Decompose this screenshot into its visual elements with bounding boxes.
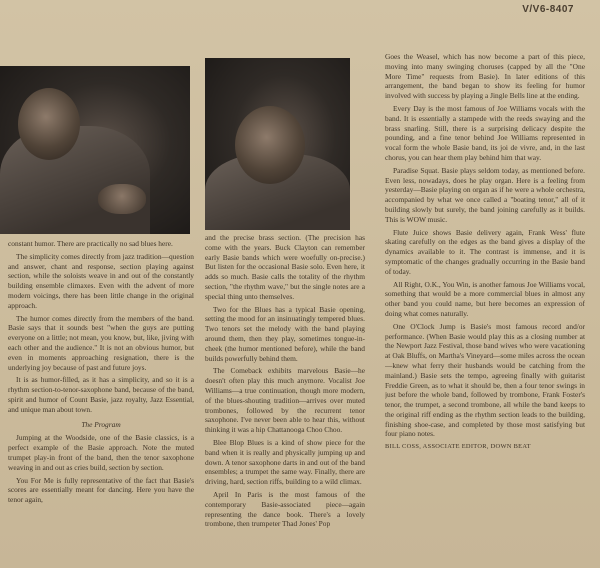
paragraph: Every Day is the most famous of Joe Williams vocals with the band. It is essentially a stampede with the reeds swaying and the brass snarling. Still, there is a surprising delicacy despite the pounding, and a fine tenor behind Joe Williams represented in vocal form the whole Basie band, its joi de vivre, and, in the last chorus, you can hear them play behind him that way. [385, 103, 585, 162]
section-heading: The Program [81, 419, 121, 429]
paragraph: Goes the Weasel, which has now become a part of this piece, moving into many swinging choruses (capped by all the "One More Time" requests from Basie). In later editions of this arrangement, the band began to show its feeling for humor involved with success by playing a Jingle Bells line at the ending. [385, 52, 585, 101]
paragraph: Paradise Squat. Basie plays seldom today, as mentioned before. Even less, nowadays, does he play organ. Here is a feeling from yesterday—Basie playing on organ as if he were a whole orchestra, accompanied by what we once called a "boating tenor," all of it building slowly but surely, the band joining carefully as it builds. This is WOW music. [385, 165, 585, 224]
middle-photo [205, 58, 350, 230]
paragraph: and the precise brass section. (The precision has come with the years. Buck Clayton can remember early Basie bands which were woefully on-precise.) But listen for the occasional Basie solo. Even here, it adds so much. Basie calls the totality of the rhythm section, "the rhythm wave," but the single notes are a special thing unto themselves. [205, 233, 365, 301]
left-photo-figure-hand [98, 184, 146, 214]
text-column-2 [205, 233, 365, 566]
paragraph: The Comeback exhibits marvelous Basie—he doesn't often play this much anymore. Vocalist Joe Williams—a true continuation, though more modern, of the blues-shouting tradition—arrives over muted trombones, followed by the recurrent tenor saxophone. I've never been able to hear this, without thinking it was a hip Chattanooga Choo Choo. [205, 366, 365, 435]
text-column-3 [385, 52, 585, 566]
catalog-number: V/V6-8407 [522, 4, 574, 15]
left-photo [0, 66, 190, 234]
author-credit: BILL COSS, ASSOCIATE EDITOR, DOWN BEAT [385, 443, 531, 451]
text-column-1 [8, 239, 194, 564]
paragraph: The simplicity comes directly from jazz tradition—question and answer, chant and response, section playing against section, while the soloists weave in and out of the constantly building ensemble climaxes. Even with the advent of more modern voicings, there has been little change in the original approach. [8, 251, 194, 310]
paragraph: Two for the Blues has a typical Basie opening, setting the mood for an insinuatingly tempered blues. Two tenors set the melody with the band playing around them, then they play, sometimes tongue-in-cheek (the humor mentioned before), while the band builds powerfully behind them. [205, 304, 365, 363]
paragraph: constant humor. There are practically no sad blues here. [8, 239, 173, 248]
paragraph: It is as humor-filled, as it has a simplicity, and so it is a rhythm section-to-tenor-saxophone band, because of the band, spirit and humor of Count Basie, jazz royalty, Jazz Essential, and unique man about town. [8, 375, 194, 414]
middle-photo-figure-face [235, 106, 305, 184]
paragraph: One O'Clock Jump is Basie's most famous record and/or performance. (When Basie would play this as a closing number at the Newport Jazz Festival, those band wives who were vacationing at Oak Bluffs, on Martha's Vineyard—some miles across the ocean—knew what ferry their husbands would be catching from the mainland.) Basie sets the tempo, agreeing finally with guitarist Freddie Green, as to what it should be, then a four tenor swings in just before the whole band, followed by trombone, Frank Foster's tenor, the trumpet, a second trombone, all while the band keeps to the original riff ending as the rhythm section leads to the building, finishing shoe-case, and completed by those most satisfying but four piano notes. [385, 321, 585, 439]
left-photo-figure-face [18, 88, 80, 160]
paragraph: The humor comes directly from the members of the band. Basie says that it sounds best "when the guys are putting everyone on a little; not mean, you know, but, like, jiving with each other and the audience." It is not an obvious humor, but even in moments approaching resignation, there is the underlying joy because of past and future joys. [8, 313, 194, 372]
paragraph: Flute Juice shows Basie delivery again, Frank Wess' flute skating carefully on the edges as the band gives a display of the dynamics available to it. The contrast is immense, and it is symptomatic of the changes gradually occurring in the Basie band of today. [385, 227, 585, 276]
paragraph: Jumping at the Woodside, one of the Basie classics, is a perfect example of the Basie approach. Note the muted trumpet play-in front of the band, then the tenor saxophone weaving in and out as cries build, section by section. [8, 433, 194, 472]
paragraph: All Right, O.K., You Win, is another famous Joe Williams vocal, something that would be a more commercial blues in almost any other band you could name, but here becomes an expression of doing what comes naturally. [385, 279, 585, 318]
paragraph: April In Paris is the most famous of the contemporary Basie-associated piece—again representing the dance book. There's a lovely trombone, then trumpeter Thad Jones' Pop [205, 489, 365, 529]
paragraph: You For Me is fully representative of the fact that Basie's scores are essentially meant for dancing. Here you have the tenor again, [8, 475, 194, 505]
paragraph: Blee Blop Blues is a kind of show piece for the band when it is really and physically jumping up and down. A tenor saxophone darts in and out of the band ensembles; a trumpet the same way. Finally, there are driving, hard, section riffs, building to a wild climax. [205, 437, 365, 487]
